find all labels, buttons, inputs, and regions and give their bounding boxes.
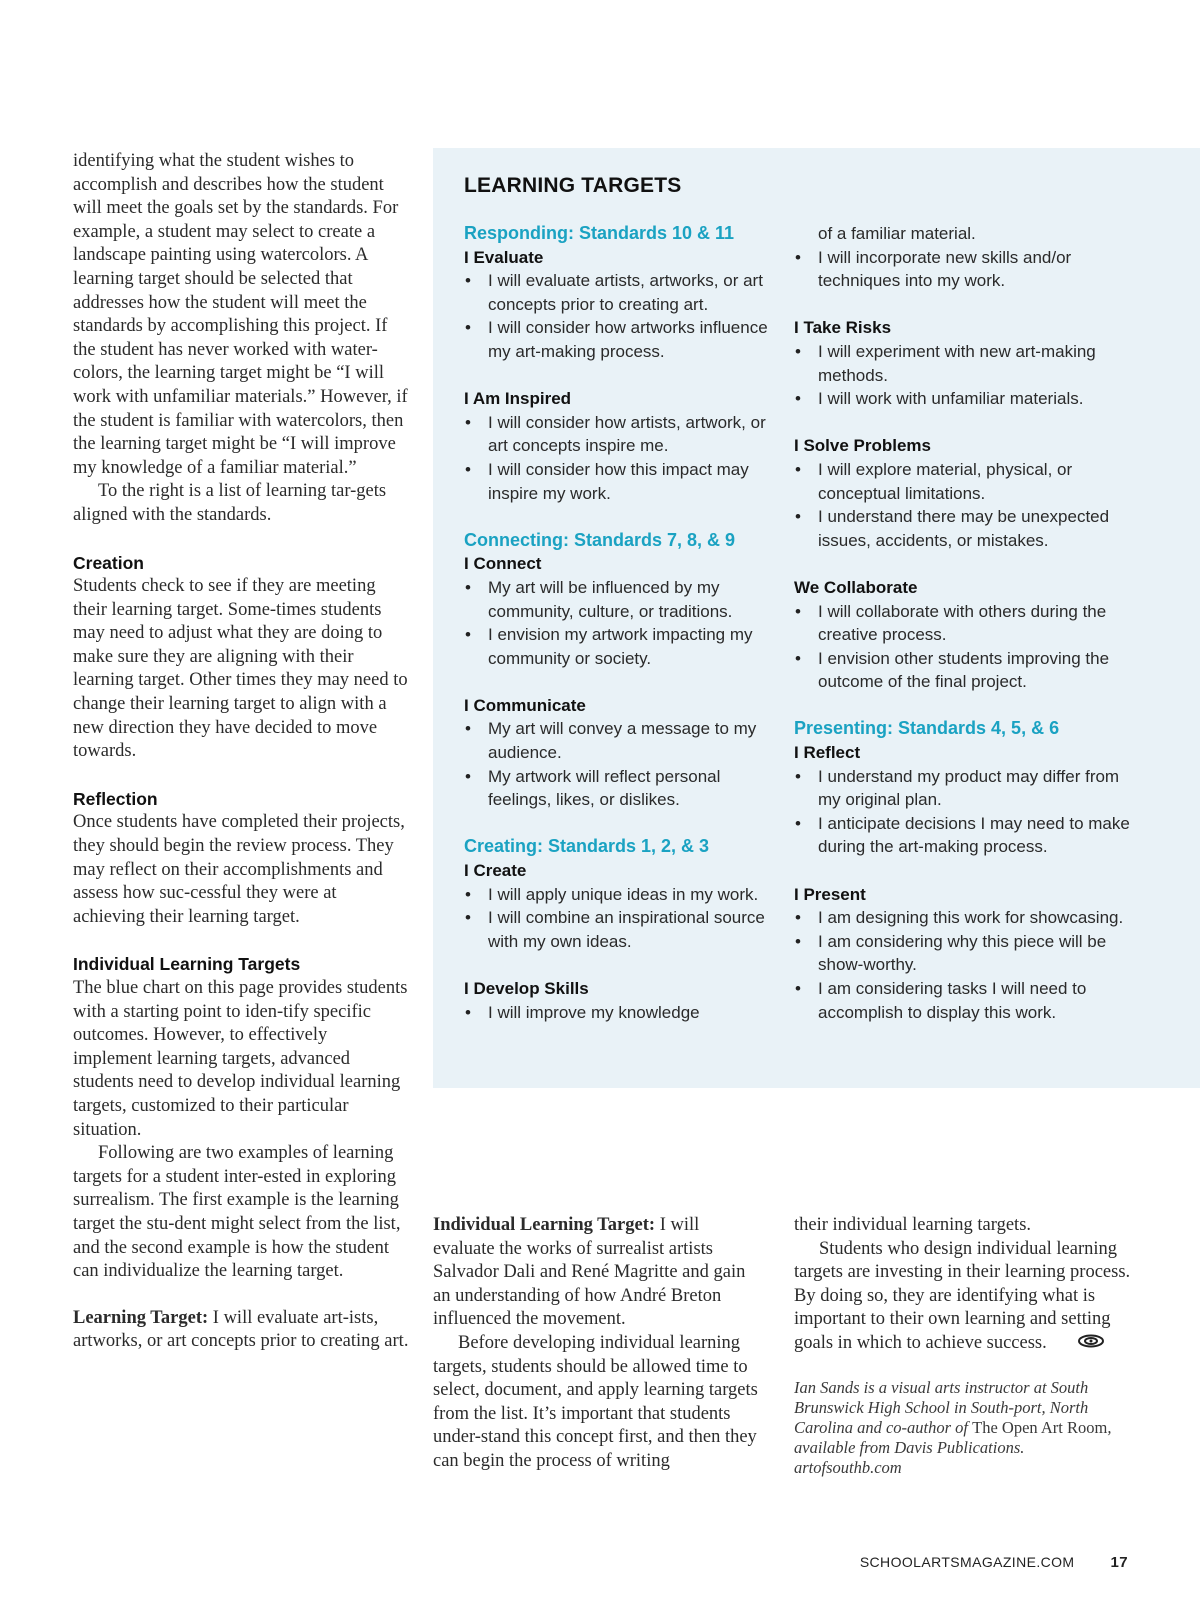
list-item: • I will explore material, physical, or conceptual limitations.: [794, 458, 1144, 505]
list-item: • I will work with unfamiliar materials.: [794, 387, 1144, 411]
list-item: • I will apply unique ideas in my work.: [464, 883, 774, 907]
group-heading: I Create: [464, 861, 527, 881]
group-heading: I Take Risks: [794, 318, 892, 338]
list-item: • I understand my product may differ from my original plan.: [794, 765, 1144, 812]
body-paragraph: [794, 1238, 1134, 1356]
group-heading: I Connect: [464, 554, 542, 574]
list-item: • I will incorporate new skills and/or techniques into my work.: [794, 246, 1144, 293]
group-heading: I Develop Skills: [464, 979, 589, 998]
list-item: • I am considering why this piece will be show-worthy.: [794, 930, 1144, 977]
body-paragraph: To the right is a list of learning tar-gets aligned with the standards.: [73, 481, 387, 525]
page-footer: [860, 1554, 1128, 1571]
group-heading: I Communicate: [464, 695, 586, 715]
body-paragraph: The blue chart on this page provides students with a starting point to iden-tify specific outcomes. However, to effectively implement learning targets, advanced students need to develop individual learning targets, customized to their particular situation.: [73, 978, 408, 1140]
book-title: The Open Art Room: [972, 1417, 1108, 1437]
list-item: • I will improve my knowledge: [464, 1001, 774, 1025]
body-paragraph: Students check to see if they are meeting their learning target. Some-times students may need to adjust what they are doing to make sure they are aligning with their learning target. Other times they may need to change their learning target to align with a new direction they have decided to move towards.: [73, 576, 408, 762]
standard-heading-presenting: Presenting: Standards 4, 5, & 6: [794, 718, 1060, 739]
target-list: [464, 411, 774, 505]
left-column: [73, 150, 409, 1354]
list-item: • I will combine an inspirational source with my own ideas.: [464, 906, 774, 953]
list-item: • I understand there may be unexpected issues, accidents, or mistakes.: [794, 505, 1144, 552]
learning-target-example: [73, 1307, 409, 1354]
list-item: • I anticipate decisions I may need to make during the art-making process.: [794, 812, 1144, 859]
list-item-continued: of a familiar material.: [818, 224, 976, 243]
standard-heading-creating: Creating: Standards 1, 2, & 3: [464, 836, 710, 857]
individual-target-text: I will evaluate the works of surrealist artists Salvador Dali and René Magritte and gain an understanding of how André Breton influenced the movement.: [433, 1215, 746, 1330]
group-heading: I Solve Problems: [794, 436, 931, 456]
list-item: • I will consider how artists, artwork, or art concepts inspire me.: [464, 411, 774, 458]
group-heading: I Present: [794, 884, 866, 904]
list-item: • I am considering tasks I will need to accomplish to display this work.: [794, 977, 1144, 1024]
group-heading: I Evaluate: [464, 247, 544, 267]
standard-heading-connecting: Connecting: Standards 7, 8, & 9: [464, 529, 736, 550]
body-paragraph: Once students have completed their projects, they should begin the review process. They may reflect on their accomplishments and assess how suc-cessful they were at achieving their learning target.: [73, 812, 405, 927]
body-paragraph: Following are two examples of learning targets for a student inter-ested in exploring surrealism. The first example is the learning target the stu-dent might select from the list, and the second example is how the student can individualize the learning target.: [73, 1143, 401, 1282]
list-item: • I will consider how this impact may inspire my work.: [464, 458, 774, 505]
target-list: [464, 717, 774, 811]
target-list: [794, 765, 1144, 859]
body-paragraph: identifying what the student wishes to accomplish and describes how the student will meet the goals set by the standards. For example, a student may select to create a landscape painting using watercolors. A learning target should be selected that addresses how the student will meet the standards by accomplishing this project. If the student has never worked with water-colors, the learning target might be “I will work with unfamiliar materials.” However, if the student is familiar with watercolors, then the learning target might be “I will improve my knowledge of a familiar material.”: [73, 151, 408, 478]
list-item: • My artwork will reflect personal feelings, likes, or dislikes.: [464, 765, 774, 812]
learning-target-label: Learning Target:: [73, 1307, 209, 1328]
target-list: [794, 906, 1144, 1024]
target-list: [794, 246, 1144, 293]
target-list: [464, 269, 774, 363]
list-item: • I envision my artwork impacting my community or society.: [464, 623, 774, 670]
section-heading-reflection: Reflection: [73, 788, 158, 809]
group-heading: We Collaborate: [794, 577, 918, 597]
target-list: [464, 1001, 774, 1025]
bio-text: Ian Sands is a visual arts instructor at South Brunswick High School in South-port, North Carolina and co-author of: [794, 1377, 1089, 1437]
section-heading-individual-targets: Individual Learning Targets: [73, 954, 301, 975]
list-item: • My art will convey a message to my audience.: [464, 717, 774, 764]
section-heading-creation: Creation: [73, 552, 144, 573]
learning-target-text: I will evaluate art-ists, artworks, or art concepts prior to creating art.: [73, 1307, 409, 1352]
individual-target-example: [433, 1214, 763, 1332]
site-url: SCHOOLARTSMAGAZINE.COM: [859, 1554, 1075, 1570]
page-number: 17: [1110, 1554, 1128, 1571]
body-paragraph: their individual learning targets.: [794, 1215, 1032, 1235]
closing-text: Students who design individual learning targets are investing in their learning process. By doing so, they are identifying what is important to their own learning and setting goals in which to achieve success.: [794, 1238, 1131, 1354]
list-item: • I envision other students improving the outcome of the final project.: [794, 647, 1144, 694]
standard-heading-responding: Responding: Standards 10 & 11: [464, 223, 735, 243]
individual-target-label: Individual Learning Target:: [433, 1215, 656, 1235]
list-item: • My art will be influenced by my community, culture, or traditions.: [464, 576, 774, 623]
target-list: [794, 458, 1144, 552]
group-heading: I Reflect: [794, 743, 861, 763]
author-bio: [794, 1378, 1134, 1478]
target-list: [464, 883, 774, 954]
target-list: [464, 576, 774, 670]
box-title: LEARNING TARGETS: [464, 174, 682, 197]
list-item: • I will evaluate artists, artworks, or art concepts prior to creating art.: [464, 269, 774, 316]
list-item: • I will collaborate with others during the creative process.: [794, 600, 1144, 647]
targets-column-2: [794, 222, 1144, 1024]
target-list: [794, 340, 1144, 411]
bottom-column-1: [433, 1214, 763, 1474]
list-item: • I will consider how artworks influence my art-making process.: [464, 316, 774, 363]
bio-text-end: , available from Davis Publications. artofsouthb.com: [794, 1417, 1112, 1477]
end-mark-icon: [1053, 1332, 1104, 1356]
group-heading: I Am Inspired: [464, 389, 572, 409]
list-item: • I will experiment with new art-making methods.: [794, 340, 1144, 387]
target-list: [794, 600, 1144, 694]
list-item: • I am designing this work for showcasing.: [794, 906, 1144, 930]
body-paragraph: Before developing individual learning targets, students should be allowed time to select, document, and apply learning targets from the list. It’s important that students under-stand this concept first, and then they can begin the process of writing: [433, 1332, 758, 1471]
bottom-column-2: [794, 1214, 1134, 1478]
targets-column-1: [464, 222, 774, 1024]
